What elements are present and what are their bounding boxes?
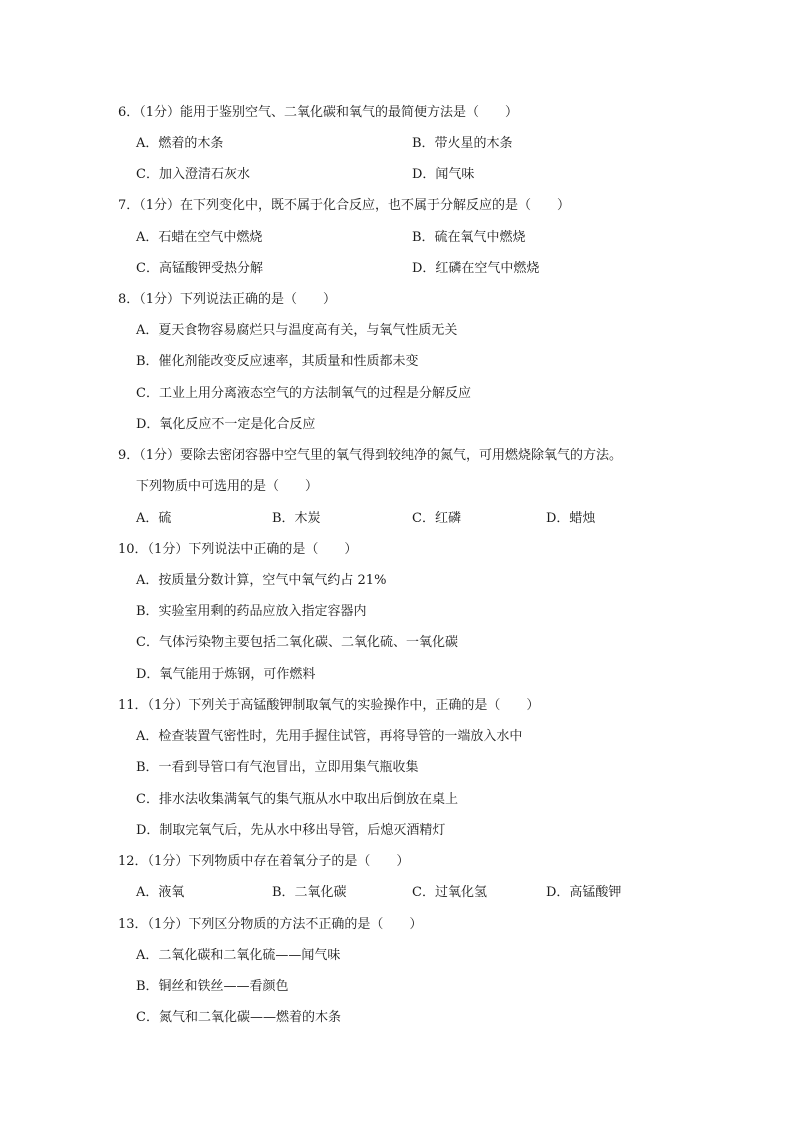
question-7-option-a: A．石蜡在空气中燃烧 <box>136 230 263 245</box>
question-7-option-d: D．红磷在空气中燃烧 <box>412 261 540 276</box>
question-10-option-a: A．按质量分数计算，空气中氧气约占 21% <box>136 573 387 588</box>
question-8-option-a: A．夏天食物容易腐烂只与温度高有关，与氧气性质无关 <box>136 323 458 338</box>
question-10-stem: 10．（1分）下列说法中正确的是（ ） <box>118 542 358 557</box>
question-6-stem: 6．（1分）能用于鉴别空气、二氧化碳和氧气的最简便方法是（ ） <box>118 105 519 120</box>
question-11-option-d: D．制取完氧气后，先从水中移出导管，后熄灭酒精灯 <box>136 823 446 838</box>
question-13-stem: 13．（1分）下列区分物质的方法不正确的是（ ） <box>118 917 423 932</box>
question-10-option-b: B．实验室用剩的药品应放入指定容器内 <box>136 604 367 619</box>
question-6-option-c: C．加入澄清石灰水 <box>136 167 250 182</box>
question-7-option-b: B．硫在氧气中燃烧 <box>412 230 526 245</box>
question-12-stem: 12．（1分）下列物质中存在着氧分子的是（ ） <box>118 854 410 869</box>
question-12-option-a: A．液氧 <box>136 885 185 900</box>
question-11-stem: 11．（1分）下列关于高锰酸钾制取氧气的实验操作中，正确的是（ ） <box>118 698 540 713</box>
question-12-option-d: D．高锰酸钾 <box>546 885 622 900</box>
question-8-stem: 8．（1分）下列说法正确的是（ ） <box>118 292 337 307</box>
question-10-option-c: C．气体污染物主要包括二氧化碳、二氧化硫、一氧化碳 <box>136 635 458 650</box>
question-9-option-c: C．红磷 <box>412 511 461 526</box>
question-10-option-d: D．氧气能用于炼钢，可作燃料 <box>136 667 316 682</box>
question-8-option-b: B．催化剂能改变反应速率，其质量和性质都未变 <box>136 354 419 369</box>
question-13-option-c: C．氮气和二氧化碳——燃着的木条 <box>136 1010 341 1025</box>
question-9-option-a: A．硫 <box>136 511 172 526</box>
question-8-option-c: C．工业上用分离液态空气的方法制氧气的过程是分解反应 <box>136 386 471 401</box>
question-9-option-d: D．蜡烛 <box>546 511 596 526</box>
question-9-stem-continued: 下列物质中可选用的是（ ） <box>136 479 319 494</box>
question-13-option-b: B．铜丝和铁丝——看颜色 <box>136 979 289 994</box>
question-12-option-b: B．二氧化碳 <box>272 885 347 900</box>
question-11-option-b: B．一看到导管口有气泡冒出，立即用集气瓶收集 <box>136 760 419 775</box>
question-11-option-a: A．检查装置气密性时，先用手握住试管，再将导管的一端放入水中 <box>136 729 523 744</box>
question-9-stem: 9．（1分）要除去密闭容器中空气里的氧气得到较纯净的氮气，可用燃烧除氧气的方法。 <box>118 448 623 463</box>
question-11-option-c: C．排水法收集满氧气的集气瓶从水中取出后倒放在桌上 <box>136 792 458 807</box>
question-7-option-c: C．高锰酸钾受热分解 <box>136 261 263 276</box>
question-13-option-a: A．二氧化碳和二氧化硫——闻气味 <box>136 948 341 963</box>
question-6-option-d: D．闻气味 <box>412 167 475 182</box>
question-12-option-c: C．过氧化氢 <box>412 885 487 900</box>
question-7-stem: 7．（1分）在下列变化中，既不属于化合反应，也不属于分解反应的是（ ） <box>118 198 571 213</box>
question-9-option-b: B．木炭 <box>272 511 321 526</box>
question-6-option-a: A．燃着的木条 <box>136 136 224 151</box>
question-8-option-d: D．氧化反应不一定是化合反应 <box>136 417 316 432</box>
question-6-option-b: B．带火星的木条 <box>412 136 513 151</box>
